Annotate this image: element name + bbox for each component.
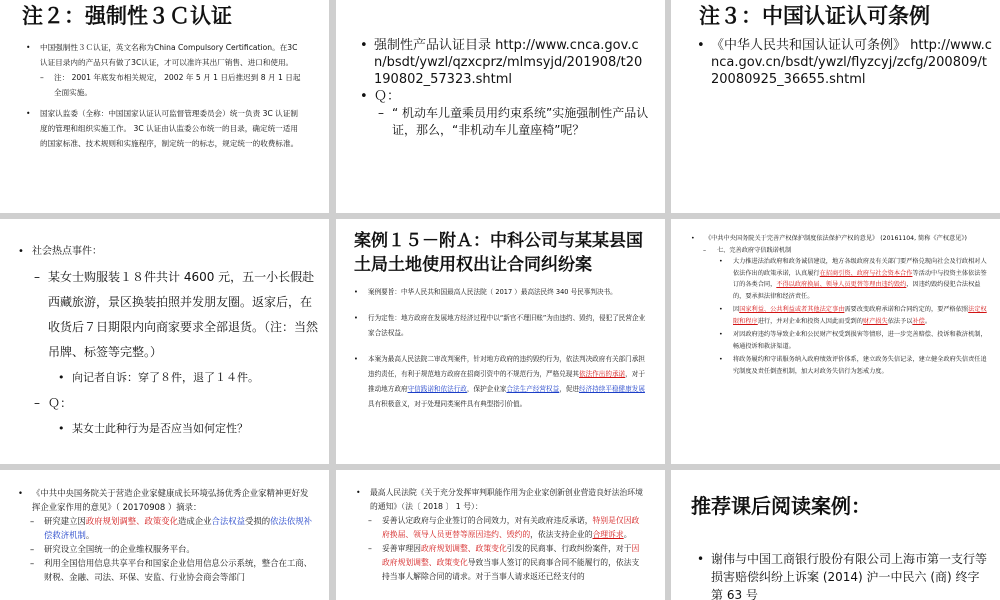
text-run: 妥善认定政府与企业签订的合同效力，对有关政府违反承诺，: [382, 516, 593, 525]
bullet-item: • Ｑ：: [360, 88, 650, 105]
sub-bullet-item: – 七、完善政府守信践诺机制: [703, 245, 989, 257]
text-run: ，促进: [559, 385, 579, 393]
bullet-item-link: • 《中华人民共和国认证认可条例》 http://www.cnca.gov.cn/bsdt/ywzl/flyzcyj/zcfg/200809/t20080925_36655.shtml: [697, 37, 992, 88]
highlight-red: 在招商引资、政府与社会资本合作: [819, 269, 913, 277]
text-run: 因: [733, 306, 740, 313]
bullet-item-link: • 强制性产品认证目录 http://www.cnca.gov.cn/bsdt/ywzl/qzxcprz/mlmsyjd/201908/t20190802_57323.shtml: [360, 37, 650, 88]
bullet-list: [697, 550, 987, 600]
highlight-red: 合理诉求: [592, 530, 624, 539]
text-run: 大力推进法治政府和政务诚信建设，地方各级政府及有关部门要严格兑现向社会及行政相对人依法作出的政策承诺，认真履行: [733, 258, 987, 277]
bullet-list: [18, 486, 314, 584]
bullet-list: [26, 40, 301, 151]
highlight-blue: 经济持续平稳健康发展: [579, 385, 645, 393]
highlight-red: 补偿: [912, 317, 925, 325]
text-run: 。: [924, 317, 931, 325]
slide-title: 推荐课后阅读案例：: [691, 494, 871, 518]
text-run: 需要改变政府承诺和合同约定的，要严格依照: [844, 306, 969, 313]
highlight-blue: 守信践诺和依法行政: [407, 385, 467, 393]
text-run: 受损的: [245, 516, 271, 526]
bullet-item: • 行为定性：地方政府在发展地方经济过程中以“新官不理旧账”为由违约、毁约，侵犯了民营企业家合法权益。: [354, 311, 650, 341]
text-run: 等活动中与投资主体依法签订的各类合同，: [733, 269, 987, 288]
slide-certification-regulation[interactable]: [671, 0, 1000, 213]
text-run: 进行，并对企业和投资人因此而受到的: [757, 317, 863, 325]
slide-recommended-reading[interactable]: [671, 470, 1000, 600]
highlight-red: 法定权限和程序: [733, 306, 987, 325]
slide-entrepreneur-opinion[interactable]: [0, 470, 329, 600]
highlight-blue: 依法依规补偿救济机制: [44, 516, 312, 540]
text-run: 造成企业: [178, 516, 212, 526]
text-run: ，保护企业家: [466, 385, 507, 393]
sub-bullet-item: – Ｑ：: [34, 391, 318, 416]
highlight-red: 国家利益、公共利益或者其他法定事由: [739, 306, 845, 313]
sub-sub-bullet-item: • 将政务履约和守诺服务纳入政府绩效评价体系，建立政务失信记录，建立健全政府失信责任追究制度及责任倒查机制，加大对政务失信行为惩戒力度。: [719, 354, 989, 377]
bullet-list: [697, 37, 992, 88]
slide-title: 案例１５－附Ａ：中科公司与某某县国土局土地使用权出让合同纠纷案: [354, 231, 643, 275]
sub-bullet-item: – “ 机动车儿童乘员用约束系统”实施强制性产品认证，那么，“非机动车儿童座椅”呢？: [378, 105, 650, 139]
text-run: ，因违约毁约侵犯合法权益的，要承担法律和经济责任。: [733, 281, 981, 300]
bullet-list: [354, 285, 650, 423]
bullet-item: • 《中共中央国务院关于营造企业家健康成长环境弘扬优秀企业家精神更好发挥企业家作用的意见》（ 20170908 ）摘录：: [18, 486, 314, 514]
text-run: ，依法支持企业的: [530, 530, 593, 539]
slide-supreme-court-notice[interactable]: [336, 470, 665, 600]
sub-bullet-item: [30, 514, 314, 542]
text-run: 本案为最高人民法院二审改判案件，针对地方政府的违约毁约行为，依法判决政府有关部门承担违约责任，有利于规范地方政府在招商引资中的不规范行为，严格兑现其: [368, 355, 645, 378]
slide-catalog-link[interactable]: [336, 0, 665, 213]
text-run: 妥善审理因: [382, 544, 421, 553]
bullet-item: • 谢伟与中国工商银行股份有限公司上海市第一支行等损害赔偿纠纷上诉案 (2014) 沪一中民六 (商) 终字第 63 号: [697, 550, 987, 600]
text-run: 具有积极意义，对于处理同类案件具有典型指引价值。: [368, 400, 527, 408]
slide-property-rights-opinion[interactable]: [671, 219, 1000, 464]
text-run: 依法予以: [887, 317, 913, 325]
sub-sub-bullet-item: [719, 256, 989, 302]
bullet-item: • 最高人民法院《关于充分发挥审判职能作用为企业家创新创业营造良好法治环境的通知》（法〔 2018 〕 1 号）：: [356, 486, 646, 514]
text-run: 研究建立因: [44, 516, 86, 526]
sub-bullet-item: – 研究设立全国统一的企业维权服务平台。: [30, 542, 314, 556]
slide-hot-event[interactable]: [0, 219, 329, 464]
sub-sub-bullet-item: [719, 304, 989, 327]
highlight-red: 财产损失: [862, 317, 888, 325]
highlight-red: 依法作出的承诺: [579, 370, 626, 378]
bullet-item: • 案例要旨：中华人民共和国最高人民法院（ 2017 ）最高法民终 340 号民事判决书。: [354, 285, 650, 300]
bullet-item: [354, 352, 650, 412]
bullet-item: • 中国强制性３Ｃ认证，英文名称为China Compulsory Certification。在3C认证目录内的产品只有做了3C认证，才可以准许其出厂销售、进口和使用。: [26, 40, 301, 70]
text-run: 。: [623, 530, 632, 539]
bullet-list: [360, 37, 650, 139]
sub-bullet-item: – 注： 2001 年底发布相关规定， 2002 年 5 月 1 日后推迟到 8 月 1 日起全面实施。: [40, 70, 301, 100]
highlight-red: 政府规划调整、政策变化: [85, 516, 178, 526]
highlight-blue: 合法权益: [211, 516, 245, 526]
slide-title: 注２：强制性３Ｃ认证: [22, 4, 232, 28]
text-run: ，对于推动地方政府: [368, 370, 645, 393]
sub-sub-bullet-item: • 向记者自诉：穿了８件，退了１４件。: [58, 365, 318, 391]
highlight-red: 政府规划调整、政策变化: [420, 544, 507, 553]
bullet-list: [356, 486, 646, 584]
highlight-red: 特别是仅因政府换届、领导人员更替等原因违约、毁约的: [382, 516, 640, 539]
sub-bullet-item: – 某女士购服装１８件共计 4600 元，五一小长假赴西藏旅游，景区换装拍照并发朋友圈。返家后，在收货后７日期限内向商家要求全部退货。（注：当然吊牌、标签等完整。）: [34, 265, 318, 365]
highlight-red: 不得以政府换届、领导人员更替等理由违约毁约: [776, 281, 907, 288]
sub-bullet-item: [368, 514, 646, 542]
bullet-list: [18, 239, 318, 442]
bullet-item: • 《中共中央国务院关于完善产权保护制度依法保护产权的意见》 (20161104, 简称《产权意见》): [691, 233, 989, 245]
sub-sub-bullet-item: • 某女士此种行为是否应当如何定性？: [58, 416, 318, 442]
bullet-list: [691, 233, 989, 379]
text-run: 导致当事人签订的民商事合同不能履行的，依法支持当事人解除合同的请求。对于当事人请求返还已经支付的: [382, 558, 640, 581]
bullet-item: • 国家认监委（全称：中国国家认证认可监督管理委员会）统一负责 3C 认证制度的管理和组织实施工作。 3C 认证由认监委公布统一的目录，确定统一适用的国家标准、技术规则和实施程序，制定统一的标志，规定统一的收费标准。: [26, 106, 301, 151]
slide-3c-certification[interactable]: [0, 0, 329, 213]
sub-bullet-item: [368, 542, 646, 584]
text-run: 。: [85, 530, 95, 540]
slide-title: 注３：中国认证认可条例: [699, 4, 930, 28]
bullet-item: • 社会热点事件：: [18, 239, 318, 265]
highlight-blue: 合法生产经营权益: [506, 385, 560, 393]
highlight-red: 因政府规划调整、政策变化: [382, 544, 640, 567]
sub-sub-bullet-item: • 对因政府违约等导致企业和公民财产权受到损害等情形，进一步完善赔偿、投诉和救济机制，畅通投诉和救济渠道。: [719, 329, 989, 352]
text-run: 引发的民商事、行政纠纷案件，对于: [506, 544, 632, 553]
slide-case-15a[interactable]: [336, 219, 665, 464]
sub-bullet-item: – 利用全国信用信息共享平台和国家企业信用信息公示系统，整合在工商、财税、金融、司法、环保、安监、行业协会商会等部门: [30, 556, 314, 584]
